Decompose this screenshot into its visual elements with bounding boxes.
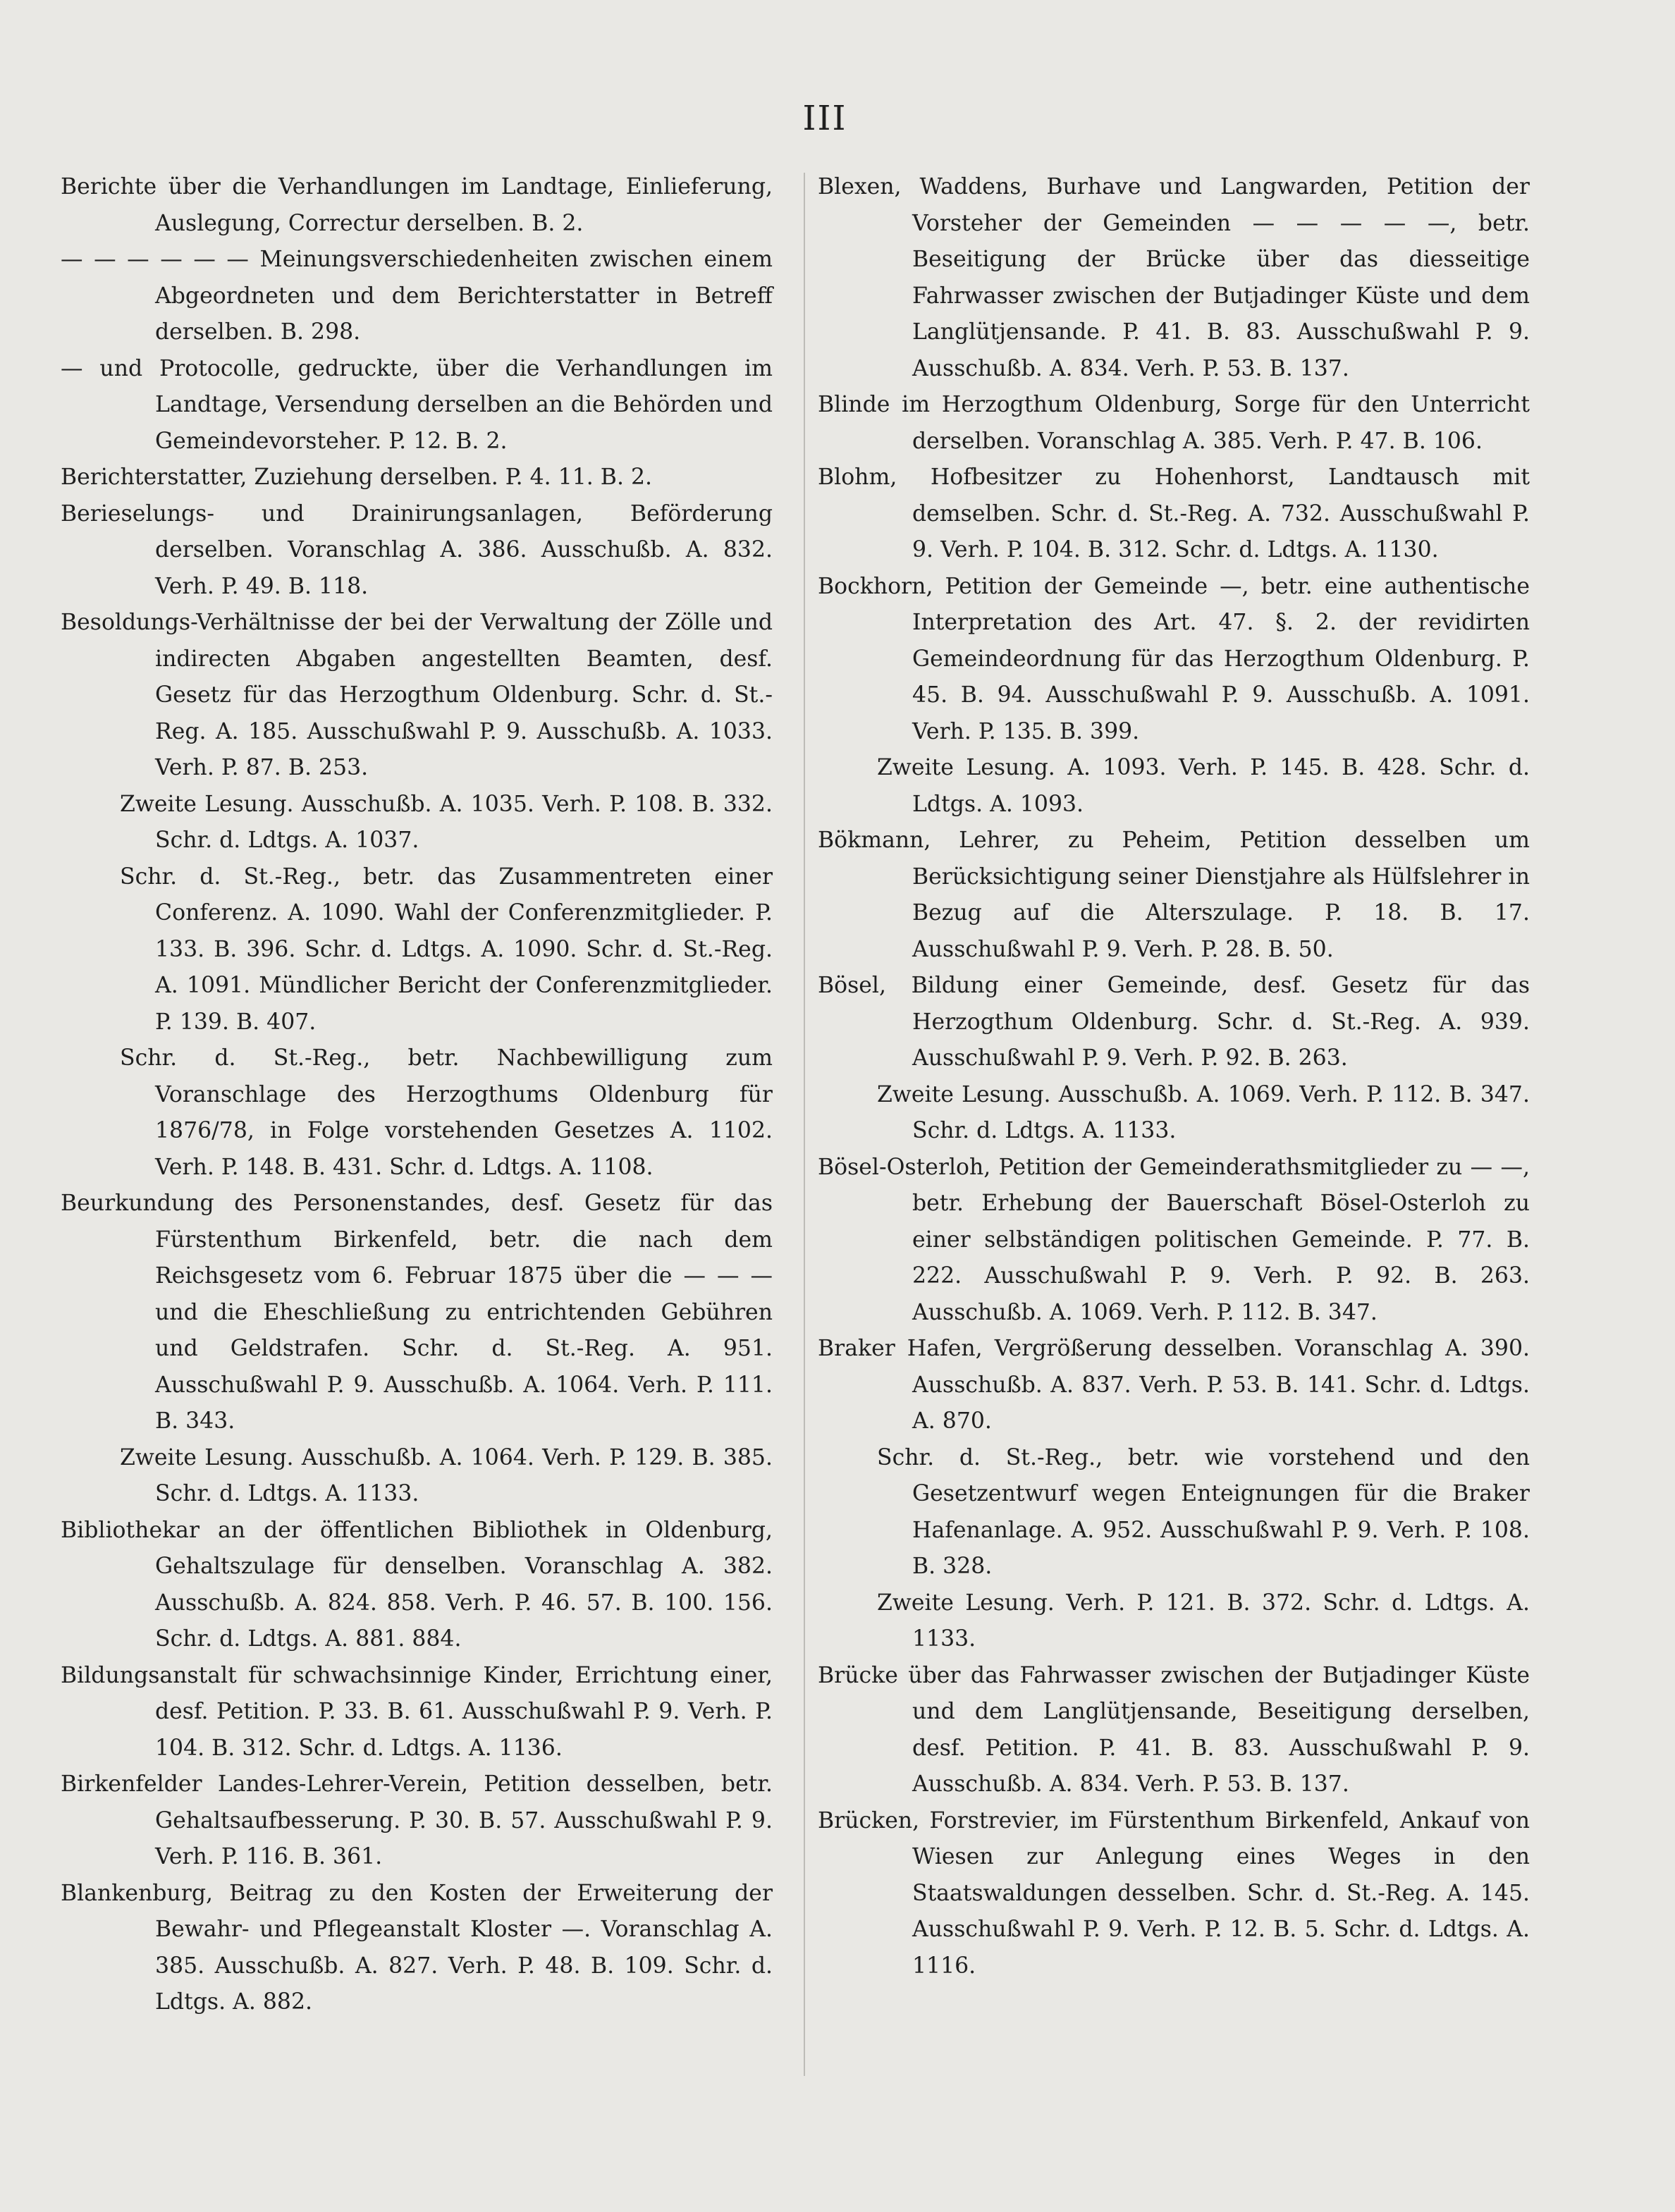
index-subentry: Schr. d. St.-Reg., betr. wie vorstehend und den Gesetzentwurf wegen Enteignungen für die Braker Hafenanlage. A. 952. Ausschußwahl P. 9. Verh. P. 108. B. 328. [877,1444,1530,1579]
index-entry: — — — — — — Meinungsverschiedenheiten zwischen einem Abgeordneten und dem Berichterstatter in Betreff derselben. B. 298. [61,247,773,345]
index-entry: Besoldungs-Verhältnisse der bei der Verwaltung der Zölle und indirecten Abgaben angestellten Beamten, desf. Gesetz für das Herzogthum Oldenburg. Schr. d. St.-Reg. A. 185. Ausschußwahl P. 9. Ausschußb. A. 1033. Verh. P. 87. B. 253. [61,610,773,780]
index-entry: Blinde im Herzogthum Oldenburg, Sorge für den Unterricht derselben. Voranschlag A. 385. Verh. P. 47. B. 106. [818,392,1530,454]
index-entry: Bibliothekar an der öffentlichen Bibliothek in Oldenburg, Gehaltszulage für denselben. Voranschlag A. 382. Ausschußb. A. 824. 858. Verh. P. 46. 57. B. 100. 156. Schr. d. Ldtgs. A. 881. 884. [61,1517,773,1652]
index-entry: Braker Hafen, Vergrößerung desselben. Voranschlag A. 390. Ausschußb. A. 837. Verh. P. 53. B. 141. Schr. d. Ldtgs. A. 870. [818,1336,1530,1434]
index-entry: Birkenfelder Landes-Lehrer-Verein, Petition desselben, betr. Gehaltsaufbesserung. P. 30. B. 57. Ausschußwahl P. 9. Verh. P. 116. B. 361. [61,1771,773,1869]
index-entry: Bökmann, Lehrer, zu Peheim, Petition desselben um Berücksichtigung seiner Dienstjahre als Hülfslehrer in Bezug auf die Alterszulage. P. 18. B. 17. Ausschußwahl P. 9. Verh. P. 28. B. 50. [818,828,1530,962]
index-entry: — und Protocolle, gedruckte, über die Verhandlungen im Landtage, Versendung derselben an die Behörden und Gemeindevorsteher. P. 12. B. 2. [61,355,773,454]
index-entry: Blankenburg, Beitrag zu den Kosten der Erweiterung der Bewahr- und Pflegeanstalt Kloster —. Voranschlag A. 385. Ausschußb. A. 827. Verh. P. 48. B. 109. Schr. d. Ldtgs. A. 882. [61,1880,773,2015]
index-subentry: Zweite Lesung. A. 1093. Verh. P. 145. B. 428. Schr. d. Ldtgs. A. 1093. [877,755,1530,817]
index-entry: Beurkundung des Personenstandes, desf. Gesetz für das Fürstenthum Birkenfeld, betr. die nach dem Reichsgesetz vom 6. Februar 1875 über die — — — und die Eheschließung zu entrichtenden Gebühren und Geldstrafen. Schr. d. St.-Reg. A. 951. Ausschußwahl P. 9. Ausschußb. A. 1064. Verh. P. 111. B. 343. [61,1191,773,1434]
index-entry: Blohm, Hofbesitzer zu Hohenhorst, Landtausch mit demselben. Schr. d. St.-Reg. A. 732. Ausschußwahl P. 9. Verh. P. 104. B. 312. Schr. d. Ldtgs. A. 1130. [818,465,1530,563]
index-entry: Berichterstatter, Zuziehung derselben. P. 4. 11. B. 2. [61,465,653,490]
right-column [818,169,1530,1984]
index-subentry: Zweite Lesung. Ausschußb. A. 1069. Verh. P. 112. B. 347. Schr. d. Ldtgs. A. 1133. [877,1081,1530,1143]
index-entry: Bockhorn, Petition der Gemeinde —, betr. eine authentische Interpretation des Art. 47. §. 2. der revidirten Gemeindeordnung für das Herzogthum Oldenburg. P. 45. B. 94. Ausschußwahl P. 9. Ausschußb. A. 1091. Verh. P. 135. B. 399. [818,573,1530,744]
index-entry: Bösel-Osterloh, Petition der Gemeinderathsmitglieder zu — —, betr. Erhebung der Bauerschaft Bösel-Osterloh zu einer selbständigen politischen Gemeinde. P. 77. B. 222. Ausschußwahl P. 9. Verh. P. 92. B. 263. Ausschußb. A. 1069. Verh. P. 112. B. 347. [818,1154,1530,1325]
index-entry: Blexen, Waddens, Burhave und Langwarden, Petition der Vorsteher der Gemeinden — — — — —, betr. Beseitigung der Brücke über das diesseitige Fahrwasser zwischen der Butjadinger Küste und dem Langlütjensande. P. 41. B. 83. Ausschußwahl P. 9. Ausschußb. A. 834. Verh. P. 53. B. 137. [818,174,1530,381]
page-number: III [802,99,847,138]
left-column [61,169,773,2021]
index-entry: Berieselungs- und Drainirungsanlagen, Beförderung derselben. Voranschlag A. 386. Ausschußb. A. 832. Verh. P. 49. B. 118. [61,500,773,599]
index-subentry: Zweite Lesung. Verh. P. 121. B. 372. Schr. d. Ldtgs. A. 1133. [877,1590,1530,1652]
index-subentry: Zweite Lesung. Ausschußb. A. 1064. Verh. P. 129. B. 385. Schr. d. Ldtgs. A. 1133. [120,1444,773,1506]
index-entry: Bösel, Bildung einer Gemeinde, desf. Gesetz für das Herzogthum Oldenburg. Schr. d. St.-Reg. A. 939. Ausschußwahl P. 9. Verh. P. 92. B. 263. [818,973,1530,1071]
index-entry: Brücke über das Fahrwasser zwischen der Butjadinger Küste und dem Langlütjensande, Beseitigung derselben, desf. Petition. P. 41. B. 83. Ausschußwahl P. 9. Ausschußb. A. 834. Verh. P. 53. B. 137. [818,1662,1530,1797]
column-divider [804,173,805,2076]
index-subentry: Zweite Lesung. Ausschußb. A. 1035. Verh. P. 108. B. 332. Schr. d. Ldtgs. A. 1037. [120,791,773,853]
index-entry: Bildungsanstalt für schwachsinnige Kinder, Errichtung einer, desf. Petition. P. 33. B. 61. Ausschußwahl P. 9. Verh. P. 104. B. 312. Schr. d. Ldtgs. A. 1136. [61,1662,773,1761]
index-entry: Brücken, Forstrevier, im Fürstenthum Birkenfeld, Ankauf von Wiesen zur Anlegung eines Weges in den Staatswaldungen desselben. Schr. d. St.-Reg. A. 145. Ausschußwahl P. 9. Verh. P. 12. B. 5. Schr. d. Ldtgs. A. 1116. [818,1807,1530,1979]
index-subentry: Schr. d. St.-Reg., betr. Nachbewilligung zum Voranschlage des Herzogthums Oldenburg für 1876/78, in Folge vorstehenden Gesetzes A. 1102. Verh. P. 148. B. 431. Schr. d. Ldtgs. A. 1108. [120,1045,773,1180]
index-entry: Berichte über die Verhandlungen im Landtage, Einlieferung, Auslegung, Correctur derselben. B. 2. [61,174,773,236]
index-subentry: Schr. d. St.-Reg., betr. das Zusammentreten einer Conferenz. A. 1090. Wahl der Conferenzmitglieder. P. 133. B. 396. Schr. d. Ldtgs. A. 1090. Schr. d. St.-Reg. A. 1091. Mündlicher Bericht der Conferenzmitglieder. P. 139. B. 407. [120,864,773,1035]
